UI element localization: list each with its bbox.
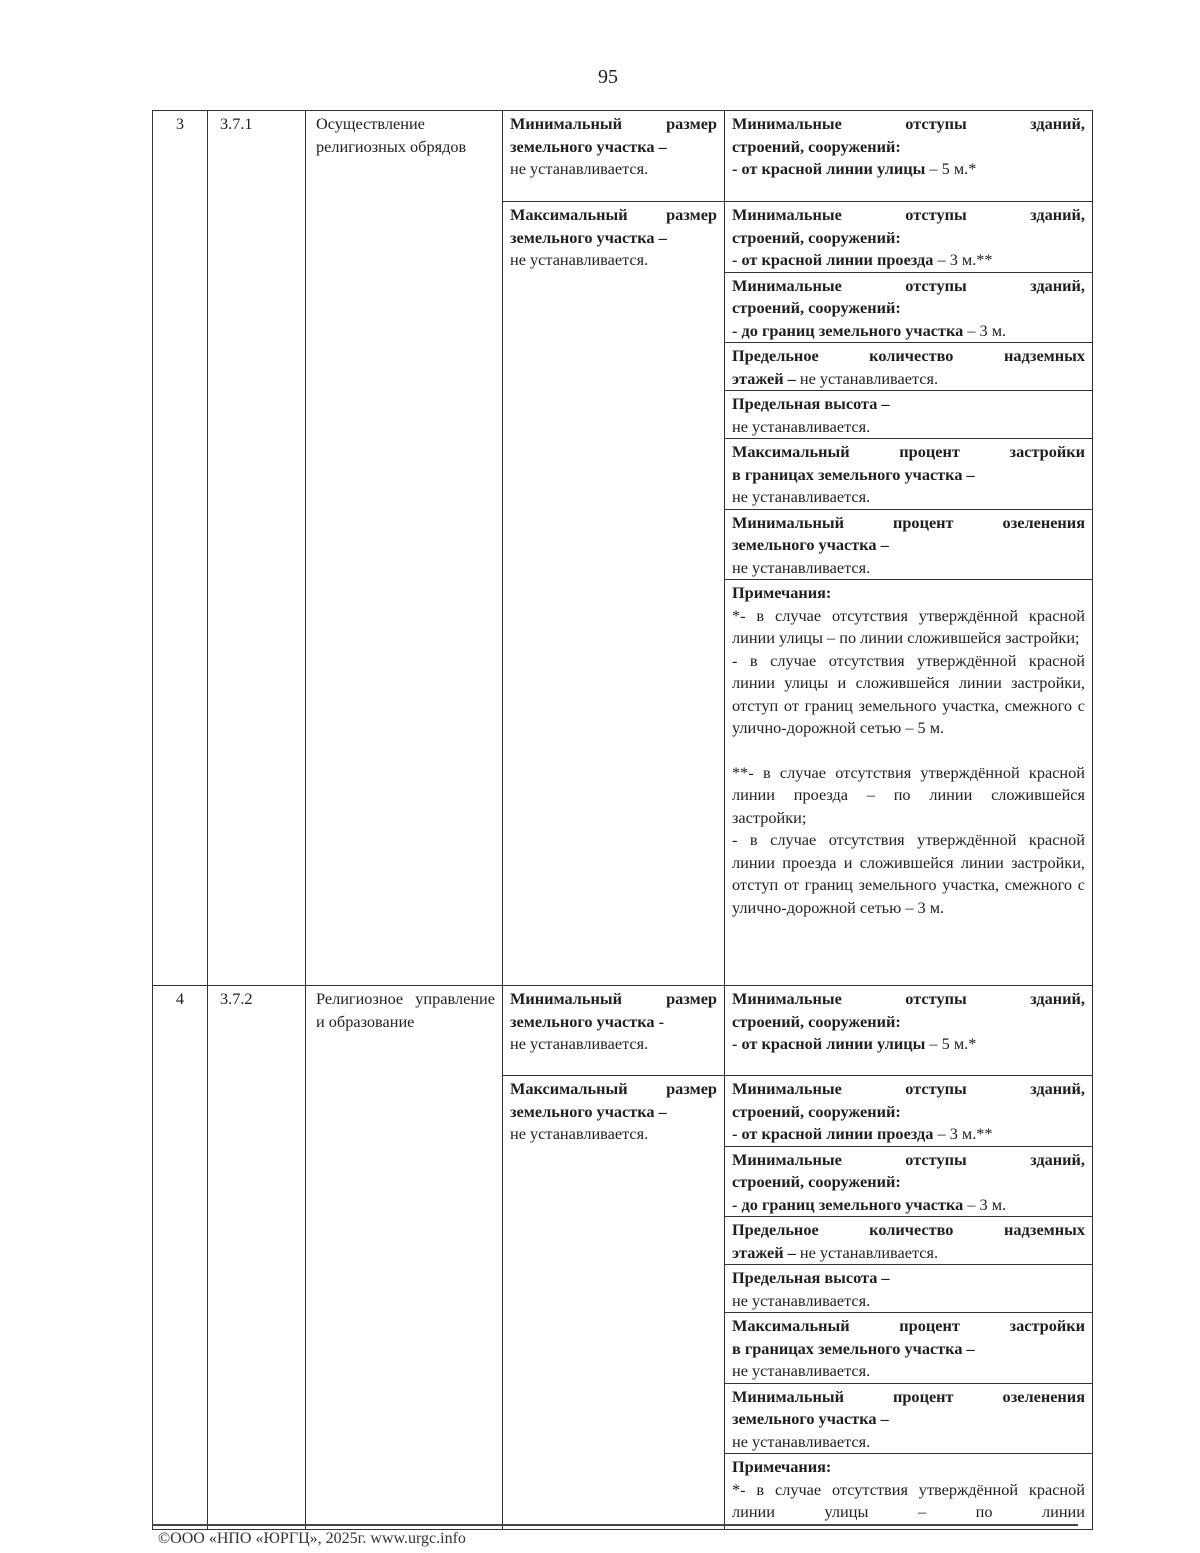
max-height-value: не устанавливается.	[732, 416, 871, 436]
use-name: Религиозное управление и образование	[306, 986, 503, 1530]
setback-boundary-cell	[725, 1146, 1093, 1217]
min-greenery-cell	[725, 1383, 1093, 1454]
min-greenery-cell	[725, 509, 1093, 580]
max-coverage-label: в границах земельного участка –	[732, 1338, 975, 1358]
max-floors-value: не устанавливается.	[795, 1242, 939, 1262]
max-plot-size-cell	[503, 202, 725, 986]
notes-title: Примечания:	[732, 1457, 832, 1476]
max-floors-value: не устанавливается.	[795, 368, 939, 388]
row-number: 4	[153, 986, 208, 1530]
table-row	[153, 986, 1093, 1076]
max-floors-label: этажей –	[732, 368, 796, 388]
note-text: **- в случае отсутствия утверждённой красной линии проезда – по линии сложившейся застройки;	[732, 762, 1085, 827]
footer-copyright: ©ООО «НПО «ЮРГЦ», 2025г. www.urgc.info	[158, 1530, 466, 1547]
setback-label: - от красной линии улицы	[732, 159, 926, 178]
setback-label: - до границ земельного участка	[732, 1194, 964, 1214]
max-coverage-label: в границах земельного участка –	[732, 464, 975, 484]
min-plot-size-value: не устанавливается.	[510, 159, 649, 178]
setback-subheading: строений, сооружений:	[732, 1172, 901, 1191]
setback-value: – 3 м.	[963, 320, 1007, 340]
max-height-value: не устанавливается.	[732, 1290, 871, 1310]
setback-subheading: строений, сооружений:	[732, 136, 901, 156]
max-plot-size-label: Максимальный размер земельного участка –	[510, 1079, 717, 1121]
max-floors-label: этажей –	[732, 1242, 796, 1262]
max-coverage-value: не устанавливается.	[732, 487, 871, 506]
max-plot-size-value: не устанавливается.	[510, 250, 649, 269]
setback-heading: Минимальные отступы зданий,	[732, 205, 1085, 224]
setback-subheading: строений, сооружений:	[732, 227, 901, 247]
min-greenery-value: не устанавливается.	[732, 557, 871, 577]
min-plot-size-value: не устанавливается.	[510, 1034, 649, 1053]
max-height-cell	[725, 1265, 1093, 1313]
max-coverage-value: не устанавливается.	[732, 1361, 871, 1380]
setback-heading: Минимальные отступы зданий,	[732, 275, 1085, 295]
min-greenery-value: не устанавливается.	[732, 1431, 871, 1451]
use-code: 3.7.1	[208, 111, 306, 986]
min-greenery-label: земельного участка –	[732, 1409, 889, 1428]
min-plot-size-label: Минимальный размер земельного участка –	[510, 114, 717, 156]
land-use-regulations-table	[152, 110, 1093, 1530]
setback-value: – 5 м.*	[925, 159, 977, 178]
max-height-cell	[725, 391, 1093, 439]
min-plot-size-cell	[503, 111, 725, 202]
setback-driveway-cell	[725, 202, 1093, 273]
use-code: 3.7.2	[208, 986, 306, 1530]
setback-heading: Минимальные отступы зданий,	[732, 989, 1085, 1008]
footer-divider	[152, 1524, 1078, 1526]
setback-subheading: строений, сооружений:	[732, 298, 901, 317]
row-number: 3	[153, 111, 208, 986]
notes-cell	[725, 580, 1093, 986]
notes-title: Примечания:	[732, 583, 832, 602]
page-number: 95	[598, 66, 618, 88]
setback-value: – 3 м.**	[933, 250, 993, 269]
setback-value: – 5 м.*	[925, 1034, 977, 1053]
max-floors-cell	[725, 343, 1093, 391]
min-greenery-heading: Минимальный процент озеленения	[732, 1386, 1085, 1406]
setback-label: - от красной линии проезда	[732, 250, 934, 269]
setback-value: – 3 м.	[963, 1194, 1007, 1214]
min-greenery-label: земельного участка –	[732, 535, 889, 554]
max-plot-size-label: Максимальный размер земельного участка –	[510, 205, 717, 247]
setback-street-cell	[725, 986, 1093, 1076]
setback-subheading: строений, сооружений:	[732, 1101, 901, 1121]
max-coverage-cell	[725, 439, 1093, 510]
max-coverage-cell	[725, 1313, 1093, 1384]
setback-driveway-cell	[725, 1076, 1093, 1147]
setback-label: - от красной линии проезда	[732, 1124, 934, 1143]
setback-label: - от красной линии улицы	[732, 1034, 926, 1053]
max-floors-heading: Предельное количество надземных	[732, 1220, 1085, 1239]
min-plot-size-label: Минимальный размер земельного участка -	[510, 989, 717, 1031]
setback-heading: Минимальные отступы зданий,	[732, 1149, 1085, 1169]
setback-heading: Минимальные отступы зданий,	[732, 1079, 1085, 1098]
max-floors-cell	[725, 1217, 1093, 1265]
max-height-label: Предельная высота –	[732, 394, 890, 413]
max-coverage-heading: Максимальный процент застройки	[732, 442, 1085, 461]
min-greenery-heading: Минимальный процент озеленения	[732, 512, 1085, 532]
notes-cell	[725, 1454, 1093, 1530]
max-plot-size-cell	[503, 1076, 725, 1530]
max-coverage-heading: Максимальный процент застройки	[732, 1316, 1085, 1335]
note-text: - в случае отсутствия утверждённой красной линии улицы и сложившейся линии застройки, отступ от границ земельного участка, смежного с улично-дорожной сетью – 5 м.	[732, 650, 1085, 737]
note-text: *- в случае отсутствия утверждённой красной линии улицы – по линии	[732, 1479, 1085, 1521]
min-plot-size-cell	[503, 986, 725, 1076]
setback-label: - до границ земельного участка	[732, 320, 964, 340]
setback-subheading: строений, сооружений:	[732, 1011, 901, 1031]
setback-street-cell	[725, 111, 1093, 202]
setback-heading: Минимальные отступы зданий,	[732, 114, 1085, 133]
note-text: *- в случае отсутствия утверждённой красной линии улицы – по линии сложившейся застройки;	[732, 605, 1085, 647]
setback-value: – 3 м.**	[933, 1124, 993, 1143]
max-height-label: Предельная высота –	[732, 1268, 890, 1287]
max-plot-size-value: не устанавливается.	[510, 1124, 649, 1143]
use-name: Осуществление религиозных обрядов	[306, 111, 503, 986]
setback-boundary-cell	[725, 272, 1093, 343]
max-floors-heading: Предельное количество надземных	[732, 346, 1085, 365]
table-row	[153, 111, 1093, 202]
note-text: - в случае отсутствия утверждённой красной линии проезда и сложившейся линии застройки, отступ от границ земельного участка, смежного с улично-дорожной сетью – 3 м.	[732, 830, 1085, 917]
